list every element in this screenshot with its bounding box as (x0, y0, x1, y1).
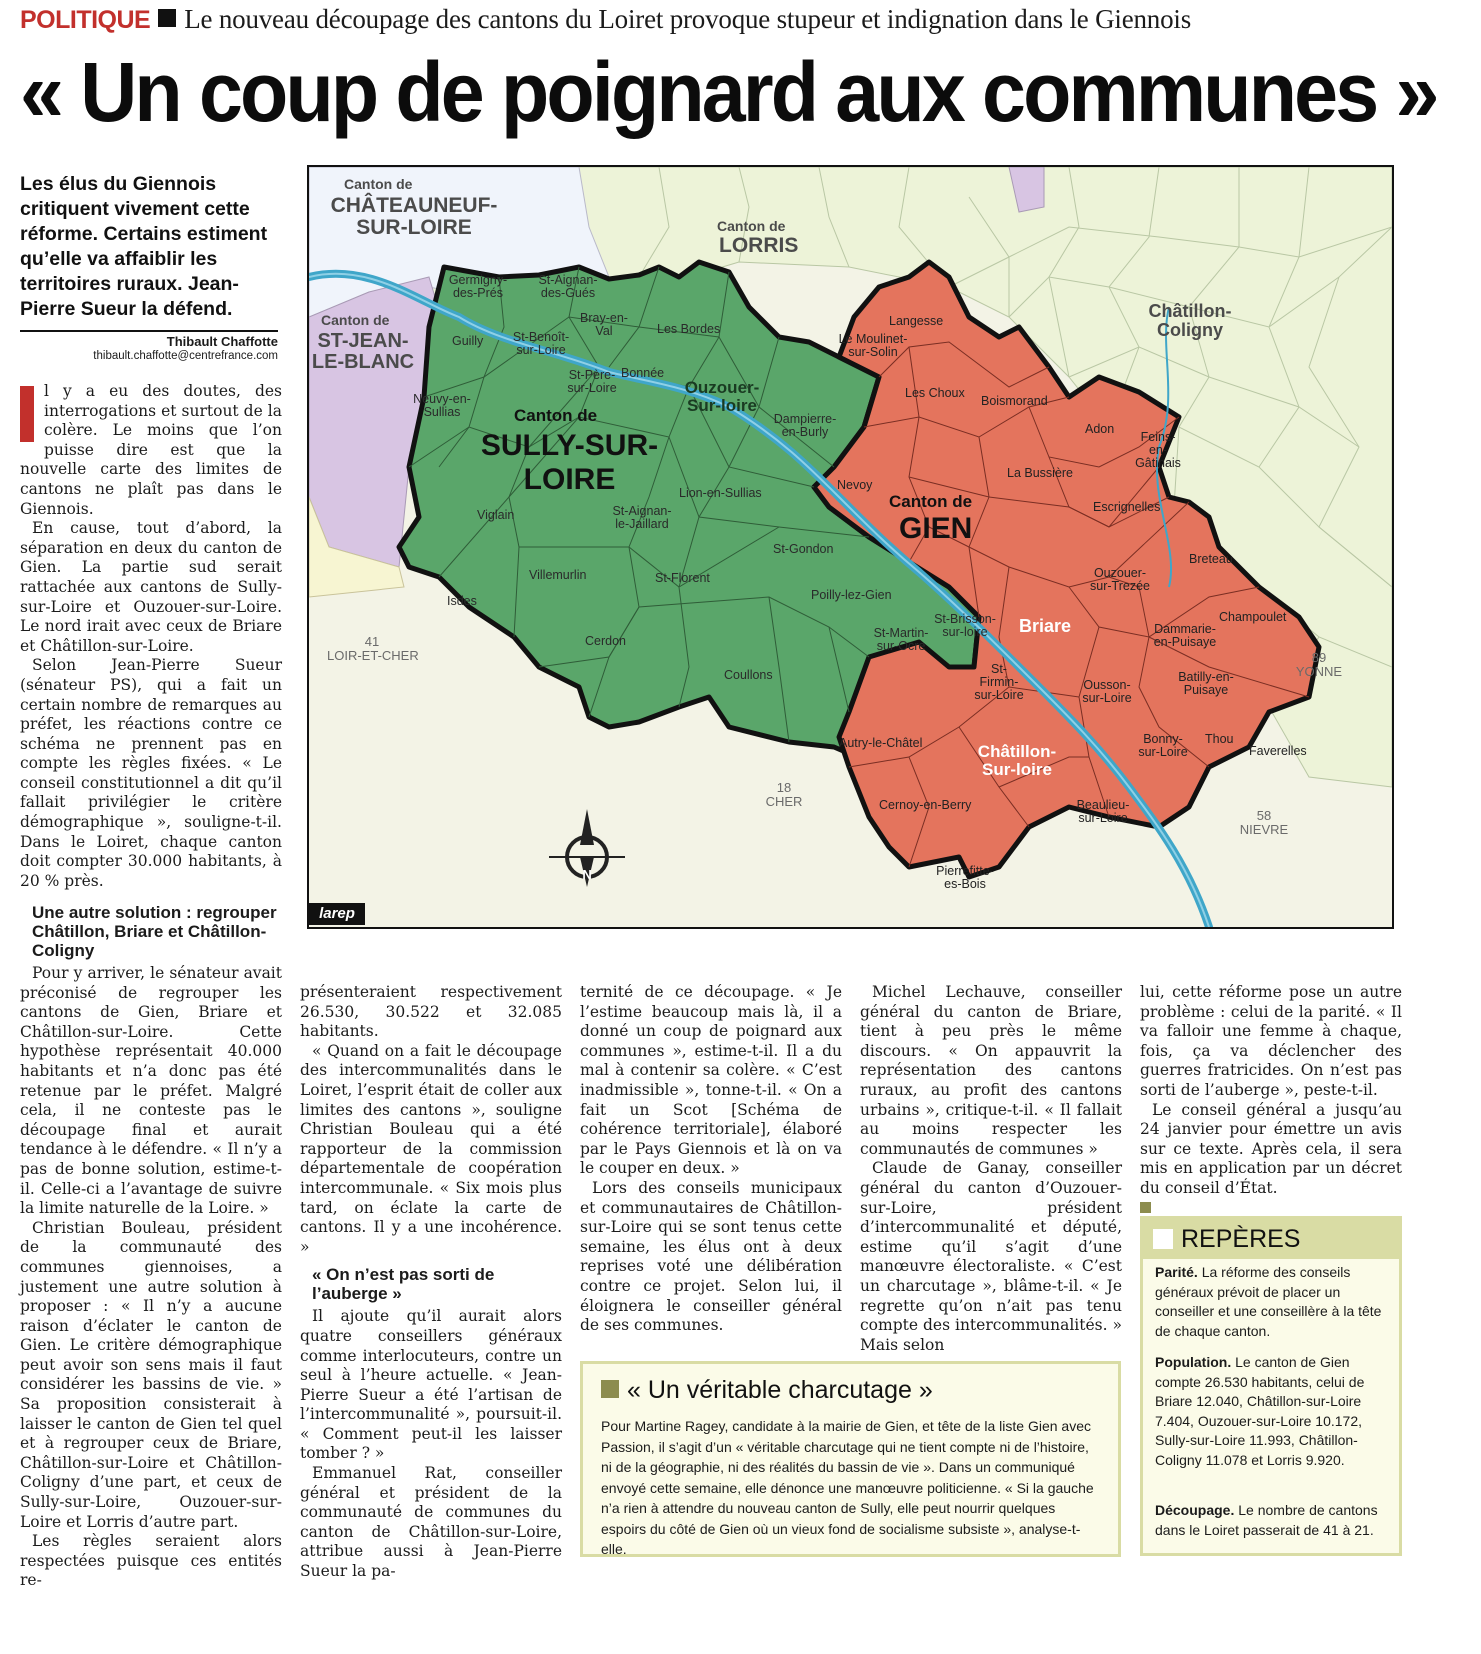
paragraph: Les règles seraient alors respectées puisque ces entités re- (20, 1532, 282, 1590)
title-square-icon (601, 1380, 619, 1398)
dropcap-bar (20, 386, 34, 442)
article-col-1-continued (20, 895, 282, 1591)
reperes-header (1143, 1219, 1399, 1259)
paragraph: présenteraient respectivement 26.530, 30.522 et 32.085 habitants. (300, 983, 562, 1041)
end-square-icon (1140, 1202, 1151, 1213)
label-stjean: ST-JEAN-LE-BLANC (311, 330, 415, 373)
commune: Guilly (452, 334, 484, 348)
paragraph: Il ajoute qu’il aurait alors quatre conseillers généraux comme interlocuteurs, contre un seul à l’heure actuelle. « Jean-Pierre Sueur a été l’artisan de l’intercommunalité », poursuit-il. « Comment peut-il les laisser tomber ? » (300, 1307, 562, 1463)
deck: Le nouveau découpage des cantons du Loiret provoque stupeur et indignation dans le Giennois (184, 4, 1192, 34)
sidebar-reperes (1140, 1216, 1402, 1556)
commune-ouzouer: Ouzouer-Sur-loire (684, 378, 760, 415)
article-col-5 (1140, 983, 1402, 1218)
byline-email[interactable]: thibault.chaffotte@centrefrance.com (93, 350, 278, 362)
commune-chatillon: Châtillon-Sur-loire (977, 742, 1057, 779)
commune: Poilly-lez-Gien (811, 588, 892, 602)
commune: Ouzouer-sur-Trezée (1090, 566, 1150, 594)
commune: St-Père-sur-Loire (567, 368, 617, 396)
commune: Isdes (447, 594, 477, 608)
label-chateauneuf: CHÂTEAUNEUF-SUR-LOIRE (330, 194, 498, 240)
commune: St-Firmin-sur-Loire (974, 662, 1024, 703)
article-col-4 (860, 983, 1122, 1355)
commune: Cerdon (585, 634, 626, 648)
article-col-3 (580, 983, 842, 1336)
commune: Viglain (477, 508, 515, 522)
commune: St-Aignan-le-Jaillard (612, 504, 672, 532)
commune: Dammarie-en-Puisaye (1153, 622, 1217, 650)
kicker (20, 4, 1465, 42)
commune: Cernoy-en-Berry (879, 798, 972, 812)
commune: Champoulet (1219, 610, 1287, 624)
commune: Coullons (724, 668, 773, 682)
sully-canton-title: SULLY-SUR-LOIRE (480, 429, 659, 496)
charcutage-body: Pour Martine Ragey, candidate à la mairie de Gien, et tête de la liste Gien avec Passion, il s’agit d’un « véritable charcutage qui ne tient compte ni de l’histoire, ni de la géographie, ni des réalités du bassin de vie ». Dans un communiqué envoyé cette semaine, elle dénonce une manœuvre politicienne. « Si la gauche n’a rien à attendre du nouveau canton de Sully, elle peut nourrir quelques espoirs du côté de Gien où un vieux fond de socialisme subsiste », analyse-t-elle. (601, 1418, 1094, 1557)
reperes-item: Parité. La réforme des conseils généraux prévoit de placer un conseiller et une conseillère à la tête de chaque canton. (1155, 1264, 1382, 1339)
commune: Breteau (1189, 552, 1233, 566)
paragraph: Pour y arriver, le sénateur avait préconisé de regrouper les cantons de Gien, Briare et Châtillon-sur-Loire. Cette hypothèse représentait 40.000 habitants et n’a donc pas été retenue par le préfet. Malgré cela, il ne conteste pas le découpage final et aurait tendance à le défendre. « Il n’y a pas de bonne solution, estime-t-il. Celle-ci a l’avantage de suivre la limite naturelle de la Loire. » (20, 964, 282, 1218)
byline-name: Thibault Chaffotte (166, 334, 278, 349)
dept-58: 58 NIEVRE (1239, 808, 1289, 837)
label-lorris-small: Canton de (717, 218, 786, 234)
section-label: POLITIQUE (20, 6, 151, 34)
commune: Nevoy (837, 478, 873, 492)
commune: La Bussière (1007, 466, 1074, 480)
commune: St-Florent (655, 571, 710, 585)
commune: Le Moulinet-sur-Solin (838, 332, 908, 360)
reperes-item: Découpage. Le nombre de cantons dans le Loiret passerait de 41 à 21. (1155, 1502, 1378, 1538)
charcutage-title: « Un véritable charcutage » (601, 1376, 933, 1405)
commune-briare: Briare (1019, 616, 1072, 636)
commune: St-Martin-sur-Ocre (873, 626, 929, 654)
paragraph: Emmanuel Rat, conseiller général et président de la communauté de communes du canton de Châtillon-sur-Loire, attribue aussi à Jean-Pierre Sueur la pa- (300, 1464, 562, 1581)
paragraph: Claude de Ganay, conseiller général du canton d’Ouzouer-sur-Loire, président d’intercommunalité et député, estime qu’il s’agit d’une manœuvre électoraliste. « C’est un charcutage », blâme-t-il. « Je regrette qu’on n’ait pas tenu compte des intercommunalités. » Mais selon (860, 1159, 1122, 1354)
reperes-title: REPÈRES (1181, 1225, 1301, 1253)
commune: St-Brisson-sur-loire (934, 612, 996, 640)
commune: Batilly-en-Puisaye (1178, 670, 1234, 698)
commune: Autry-le-Châtel (839, 736, 923, 750)
larep-logo: larep (309, 903, 365, 925)
commune: Escrignelles (1093, 500, 1161, 514)
paragraph: l y a eu des doutes, des interrogations et surtout de la colère. Le moins que l’on puisse dire est que la nouvelle carte des limites de cantons ne plaît pas dans le Giennois. (20, 382, 282, 518)
label-lorris: LORRIS (719, 234, 799, 257)
byline-rule (20, 330, 278, 332)
label-stjean-small: Canton de (321, 312, 390, 328)
canton-map (307, 165, 1394, 929)
commune: St-Gondon (773, 542, 834, 556)
sully-canton-small: Canton de (514, 406, 598, 425)
commune: Boismorand (981, 394, 1048, 408)
commune: Villemurlin (529, 568, 587, 582)
gien-canton-small: Canton de (889, 492, 973, 511)
label-chateauneuf-small: Canton de (344, 176, 413, 192)
commune: Lion-en-Sullias (679, 486, 762, 500)
gien-canton-title: GIEN (899, 512, 973, 545)
commune: Feins-en-Gâtinais (1135, 430, 1181, 471)
paragraph: Christian Bouleau, président de la communauté des communes giennoises, a justement une autre solution à proposer : « Il n’y a aucune raison d’éclater le canton de Gien. Le critère démographique peut avoir son sens mais il faut considérer les bassins de vie. » Sa proposition consisterait à laisser le canton de Gien tel quel et à regrouper ceux de Briare, Châtillon-sur-Loire et Châtillon-Coligny d’une part, et ceux de Sully-sur-Loire, Ouzouer-sur-Loire et Lorris d’autre part. (20, 1218, 282, 1531)
commune: St-Aignan-des-Gués (538, 273, 598, 301)
paragraph: Selon Jean-Pierre Sueur (sénateur PS), qui a fait un certain nombre de remarques au préfet, les réactions contre ce schéma ne prennent pas en compte les règles fixées. « Le conseil constitutionnel a dit qu’il fallait privilégier le critère démographique », souligne-t-il. Dans le Loiret, chaque canton doit compter 30.000 habitants, à 20 % près. (20, 656, 282, 890)
reperes-item: Population. Le canton de Gien compte 26.530 habitants, celui de Briare 12.040, Châtillon-sur-Loire 7.404, Ouzouer-sur-Loire 10.172, Sully-sur-Loire 11.993, Châtillon-Coligny 11.078 et Lorris 9.920. (1155, 1354, 1365, 1468)
paragraph: Lors des conseils municipaux et communautaires de Châtillon-sur-Loire qui se sont tenus cette semaine, les élus ont à deux reprises voté une délibération contre ce projet. Selon lui, il éloignera le conseiller général de ses communes. (580, 1178, 842, 1335)
reperes-square-icon (1153, 1229, 1173, 1249)
paragraph: Michel Lechauve, conseiller général du canton de Briare, tient à peu près le même discours. « On appauvrit la représentation des cantons ruraux, au profit des cantons urbains », critique-t-il. « Il fallait au moins respecter les communautés de communes » (860, 983, 1122, 1158)
paragraph: Le conseil général a jusqu’au 24 janvier pour émettre un avis sur ce texte. Après cela, il sera mis en application par un décret du conseil d’État. (1140, 1100, 1402, 1197)
paragraph: « Quand on a fait le découpage des intercommunalités dans le Loiret, l’esprit était de coller aux limites des cantons », souligne Christian Bouleau qui a été rapporteur de la commission départementale de coopération intercommunale. « Six mois plus tard, on éclate la carte de cantons. Il y a une incohérence. » (300, 1041, 562, 1256)
paragraph: ternité de ce découpage. « Je l’estime beaucoup mais là, il a donné un coup de poignard aux communes », estime-t-il. Il a du mal à contenir sa colère. « C’est inadmissible », tonne-t-il. « On a fait un Scot [Schéma de cohérence territoriale], élaboré par le Pays Giennois et là on va le couper en deux. » (580, 983, 842, 1178)
commune: Bonnée (621, 366, 665, 380)
subhead: Une autre solution : regrouper Châtillon, Briare et Châtillon-Coligny (32, 903, 277, 960)
kicker-square-icon (158, 9, 176, 27)
subhead: « On n’est pas sorti de l’auberge » (312, 1265, 495, 1304)
commune: Les Bordes (657, 322, 721, 336)
article-col-2 (300, 983, 562, 1582)
headline: « Un coup de poignard aux communes » (20, 45, 1437, 139)
commune: Bray-en-Val (580, 311, 628, 339)
dept-89: 89 YONNE (1295, 650, 1343, 679)
article-col-1 (20, 382, 282, 891)
commune: St-Benoît-sur-Loire (512, 330, 570, 358)
paragraph: lui, cette réforme pose un autre problème : celui de la parité. « Il va falloir une femme à chaque, fois, ça va déclencher des guerres fratricides. On n’est pas sorti de l’auberge », peste-t-il. (1140, 983, 1402, 1099)
sidebar-charcutage (580, 1361, 1121, 1557)
commune: Dampierre-en-Burly (773, 412, 837, 440)
commune: Faverelles (1249, 744, 1307, 758)
intro: Les élus du Giennois critiquent vivement cette réforme. Certains estiment qu’elle va affaiblir les territoires ruraux. Jean-Pierre Sueur la défend. (20, 173, 268, 320)
label-coligny: Châtillon-Coligny (1148, 301, 1232, 340)
commune: Adon (1085, 422, 1115, 436)
paragraph: En cause, tout d’abord, la séparation en deux du canton de Gien. La partie sud serait rattachée aux cantons de Sully-sur-Loire et Ouzouer-sur-Loire. Le nord irait avec ceux de Briare et Châtillon-sur-Loire. (20, 519, 282, 655)
commune: Pierrefitte-es-Bois (936, 864, 994, 892)
dept-18: 18 CHER (765, 780, 803, 809)
commune: Beaulieu-sur-Loire (1076, 798, 1130, 826)
commune: Bonny-sur-Loire (1138, 732, 1188, 760)
dept-41: 41 LOIR-ET-CHER (327, 634, 419, 663)
commune: Langesse (889, 314, 944, 328)
commune: Germigny-des-Prés (448, 273, 508, 301)
commune: Neuvy-en-Sullias (413, 392, 471, 420)
commune: Thou (1205, 732, 1234, 746)
svg-text:N: N (582, 867, 592, 882)
commune: Les Choux (905, 386, 965, 400)
commune: Ousson-sur-Loire (1082, 678, 1132, 706)
